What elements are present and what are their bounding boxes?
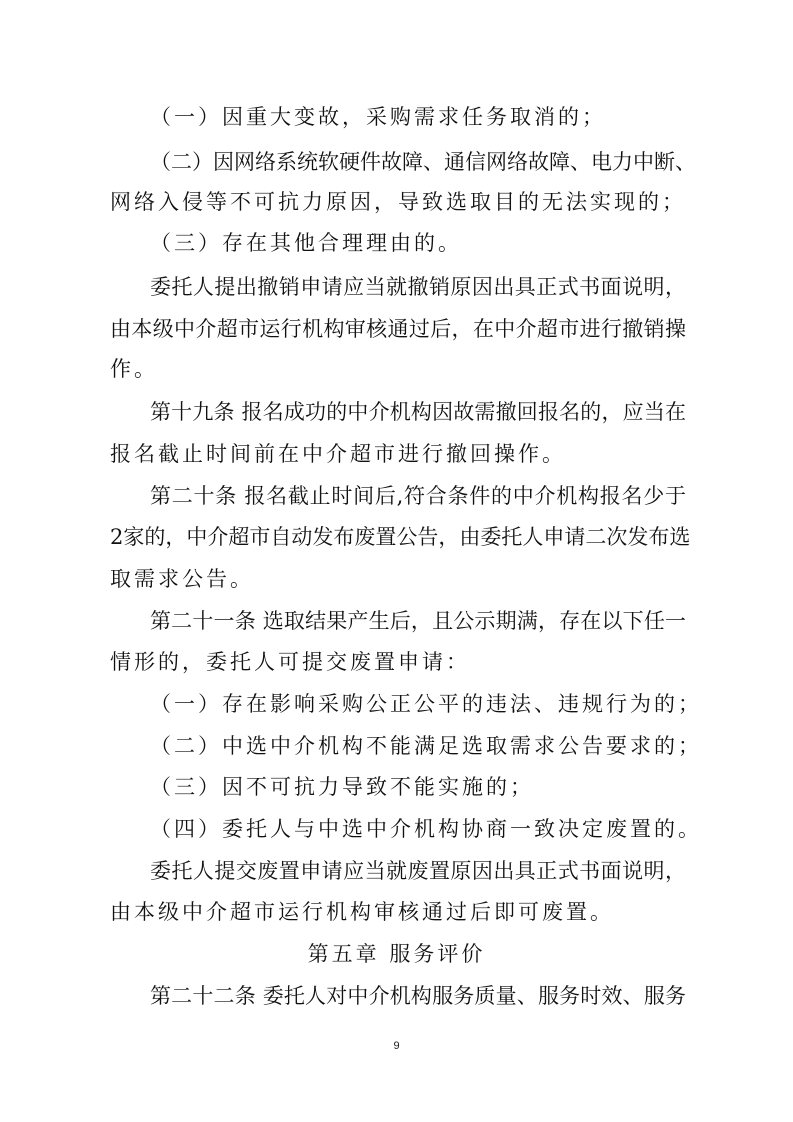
clause-item-3: （三）存在其他合理理由的。 bbox=[150, 231, 462, 255]
article-20-line-2: 2家的，中介超市自动发布废置公告，由委托人申请二次发布选 bbox=[110, 525, 691, 549]
clause-item-2-line-1: （二）因网络系统软硬件故障、通信网络故障、电力中断、 bbox=[150, 150, 696, 174]
paragraph-revoke-line-2: 由本级中介超市运行机构审核通过后，在中介超市进行撤销操 bbox=[110, 317, 686, 341]
article-19-line-2: 报名截止时间前在中介超市进行撤回操作。 bbox=[110, 442, 566, 466]
article-21-item-3: （三）因不可抗力导致不能实施的； bbox=[150, 775, 534, 799]
article-20-line-1: 第二十条 报名截止时间后,符合条件的中介机构报名少于 bbox=[150, 484, 686, 508]
article-20-line-3: 取需求公告。 bbox=[110, 567, 254, 591]
article-21-line-1: 第二十一条 选取结果产生后，且公示期满，存在以下任一 bbox=[150, 609, 686, 633]
page-number: 9 bbox=[393, 1040, 400, 1052]
article-21-item-4: （四）委托人与中选中介机构协商一致决定废置的。 bbox=[150, 817, 702, 841]
paragraph-revoke-line-1: 委托人提出撤销申请应当就撤销原因出具正式书面说明， bbox=[150, 275, 686, 299]
article-21-item-1: （一）存在影响采购公正公平的违法、违规行为的； bbox=[150, 692, 702, 716]
paragraph-void-line-2: 由本级中介超市运行机构审核通过后即可废置。 bbox=[110, 900, 614, 924]
article-21-line-2: 情形的，委托人可提交废置申请： bbox=[110, 650, 470, 674]
chapter-heading: 第五章 服务评价 bbox=[307, 942, 486, 966]
article-22-line-1: 第二十二条 委托人对中介机构服务质量、服务时效、服务 bbox=[150, 984, 686, 1008]
article-19-line-1: 第十九条 报名成功的中介机构因故需撤回报名的，应当在 bbox=[150, 400, 686, 424]
clause-item-2-line-2: 网络入侵等不可抗力原因，导致选取目的无法实现的； bbox=[110, 190, 686, 214]
clause-item-1: （一）因重大变故，采购需求任务取消的； bbox=[150, 105, 606, 129]
paragraph-revoke-line-3: 作。 bbox=[110, 357, 158, 381]
paragraph-void-line-1: 委托人提交废置申请应当就废置原因出具正式书面说明， bbox=[150, 859, 686, 883]
article-21-item-2: （二）中选中介机构不能满足选取需求公告要求的； bbox=[150, 734, 702, 758]
